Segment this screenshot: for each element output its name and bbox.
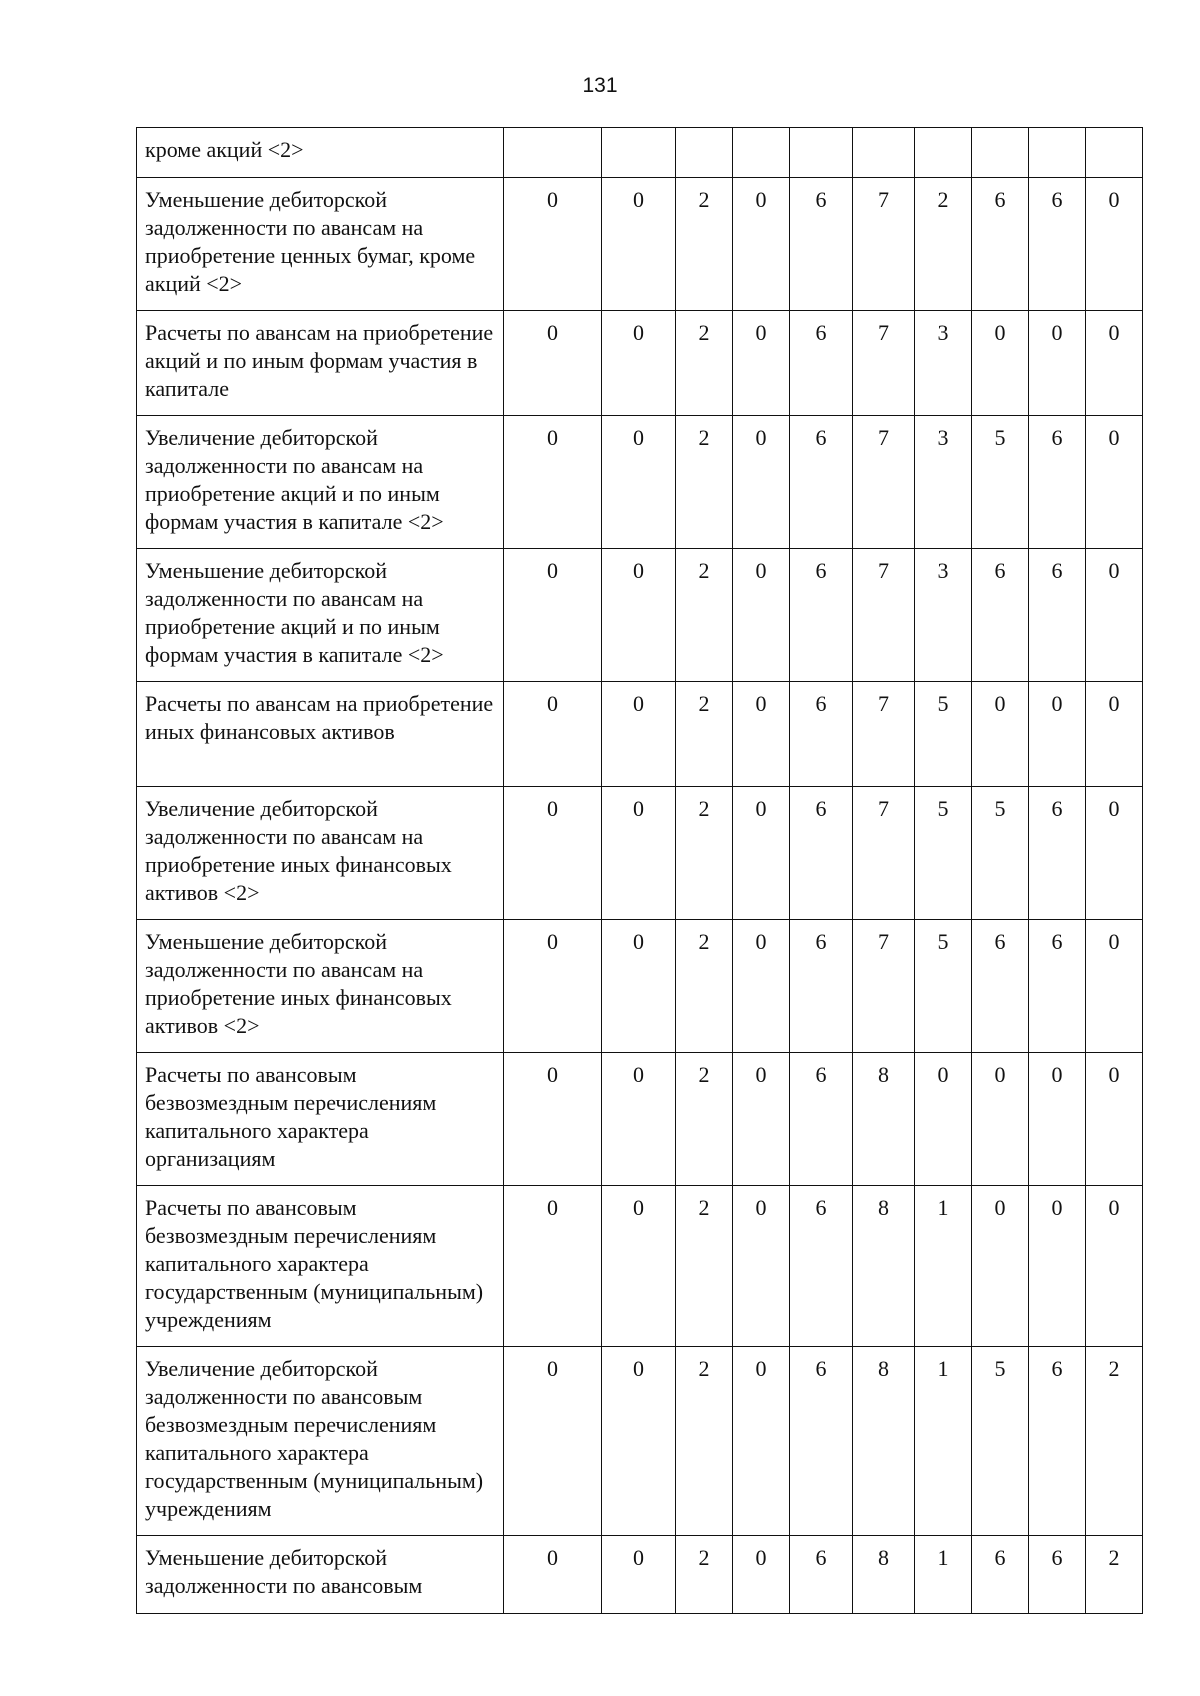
code-digit-cell: 6 bbox=[790, 1536, 853, 1614]
table-row bbox=[137, 1347, 1143, 1536]
code-digit-cell: 0 bbox=[733, 311, 790, 416]
code-digit-cell bbox=[733, 128, 790, 178]
code-digit-cell: 0 bbox=[733, 920, 790, 1053]
code-digit-cell: 2 bbox=[676, 1347, 733, 1536]
account-codes-table bbox=[136, 127, 1143, 1614]
code-digit-cell: 2 bbox=[676, 682, 733, 787]
code-digit-cell: 0 bbox=[733, 682, 790, 787]
code-digit-cell: 6 bbox=[972, 178, 1029, 311]
table-row bbox=[137, 682, 1143, 787]
code-digit-cell: 0 bbox=[972, 682, 1029, 787]
code-digit-cell: 0 bbox=[915, 1053, 972, 1186]
row-label: Уменьшение дебиторской задолженности по авансовым bbox=[137, 1536, 504, 1614]
code-digit-cell: 8 bbox=[853, 1347, 915, 1536]
code-digit-cell: 5 bbox=[972, 416, 1029, 549]
code-digit-cell: 6 bbox=[790, 920, 853, 1053]
code-digit-cell: 0 bbox=[1029, 311, 1086, 416]
code-digit-cell: 0 bbox=[602, 311, 676, 416]
code-digit-cell: 0 bbox=[733, 787, 790, 920]
code-digit-cell: 6 bbox=[1029, 920, 1086, 1053]
code-digit-cell: 6 bbox=[790, 1053, 853, 1186]
code-digit-cell bbox=[676, 128, 733, 178]
code-digit-cell: 0 bbox=[733, 1536, 790, 1614]
code-digit-cell: 7 bbox=[853, 920, 915, 1053]
code-digit-cell: 6 bbox=[790, 787, 853, 920]
code-digit-cell: 5 bbox=[972, 1347, 1029, 1536]
code-digit-cell: 6 bbox=[1029, 1536, 1086, 1614]
row-label: Расчеты по авансовым безвозмездным перечислениям капитального характера государственным (муниципальным) учреждениям bbox=[137, 1186, 504, 1347]
code-digit-cell bbox=[504, 128, 602, 178]
code-digit-cell: 0 bbox=[1086, 920, 1143, 1053]
row-label: Расчеты по авансам на приобретение иных финансовых активов bbox=[137, 682, 504, 787]
code-digit-cell: 0 bbox=[1086, 416, 1143, 549]
code-digit-cell: 2 bbox=[915, 178, 972, 311]
code-digit-cell bbox=[972, 128, 1029, 178]
code-digit-cell: 0 bbox=[733, 1347, 790, 1536]
code-digit-cell: 7 bbox=[853, 178, 915, 311]
code-digit-cell: 0 bbox=[504, 682, 602, 787]
code-digit-cell: 5 bbox=[915, 682, 972, 787]
row-label: Увеличение дебиторской задолженности по авансовым безвозмездным перечислениям капитального характера государственным (муниципальным) учреждениям bbox=[137, 1347, 504, 1536]
table-row bbox=[137, 311, 1143, 416]
row-label: Увеличение дебиторской задолженности по авансам на приобретение акций и по иным формам участия в капитале <2> bbox=[137, 416, 504, 549]
code-digit-cell: 7 bbox=[853, 682, 915, 787]
table-row bbox=[137, 1536, 1143, 1614]
code-digit-cell: 0 bbox=[602, 416, 676, 549]
code-digit-cell: 0 bbox=[733, 416, 790, 549]
row-label: Расчеты по авансовым безвозмездным перечислениям капитального характера организациям bbox=[137, 1053, 504, 1186]
code-digit-cell bbox=[602, 128, 676, 178]
code-digit-cell: 0 bbox=[972, 311, 1029, 416]
code-digit-cell: 0 bbox=[504, 549, 602, 682]
code-digit-cell: 0 bbox=[1086, 1186, 1143, 1347]
code-digit-cell: 0 bbox=[733, 178, 790, 311]
code-digit-cell: 0 bbox=[504, 1347, 602, 1536]
page-number: 131 bbox=[582, 74, 618, 97]
code-digit-cell: 1 bbox=[915, 1347, 972, 1536]
code-digit-cell: 8 bbox=[853, 1053, 915, 1186]
code-digit-cell: 5 bbox=[972, 787, 1029, 920]
code-digit-cell: 2 bbox=[676, 1053, 733, 1186]
code-digit-cell: 7 bbox=[853, 787, 915, 920]
code-digit-cell: 5 bbox=[915, 920, 972, 1053]
code-digit-cell: 0 bbox=[972, 1053, 1029, 1186]
code-digit-cell: 0 bbox=[1086, 787, 1143, 920]
code-digit-cell: 6 bbox=[790, 1347, 853, 1536]
code-digit-cell: 0 bbox=[504, 920, 602, 1053]
code-digit-cell: 0 bbox=[1029, 1186, 1086, 1347]
table-row bbox=[137, 787, 1143, 920]
code-digit-cell: 0 bbox=[504, 1053, 602, 1186]
code-digit-cell: 7 bbox=[853, 549, 915, 682]
code-digit-cell: 6 bbox=[972, 1536, 1029, 1614]
code-digit-cell: 0 bbox=[602, 1186, 676, 1347]
code-digit-cell: 0 bbox=[504, 311, 602, 416]
code-digit-cell: 7 bbox=[853, 311, 915, 416]
code-digit-cell: 8 bbox=[853, 1186, 915, 1347]
code-digit-cell: 0 bbox=[1029, 1053, 1086, 1186]
code-digit-cell: 6 bbox=[1029, 549, 1086, 682]
code-digit-cell: 2 bbox=[676, 416, 733, 549]
row-label: Расчеты по авансам на приобретение акций и по иным формам участия в капитале bbox=[137, 311, 504, 416]
code-digit-cell bbox=[915, 128, 972, 178]
code-digit-cell: 6 bbox=[972, 920, 1029, 1053]
code-digit-cell: 3 bbox=[915, 416, 972, 549]
code-digit-cell: 0 bbox=[1086, 682, 1143, 787]
row-label: Уменьшение дебиторской задолженности по авансам на приобретение ценных бумаг, кроме акций <2> bbox=[137, 178, 504, 311]
code-digit-cell: 0 bbox=[602, 787, 676, 920]
code-digit-cell: 2 bbox=[676, 787, 733, 920]
table-row bbox=[137, 549, 1143, 682]
table-body bbox=[137, 128, 1143, 1614]
code-digit-cell: 0 bbox=[504, 1186, 602, 1347]
code-digit-cell: 0 bbox=[1086, 1053, 1143, 1186]
code-digit-cell bbox=[853, 128, 915, 178]
code-digit-cell: 0 bbox=[504, 787, 602, 920]
code-digit-cell: 6 bbox=[1029, 1347, 1086, 1536]
code-digit-cell: 6 bbox=[1029, 416, 1086, 549]
table-row bbox=[137, 416, 1143, 549]
code-digit-cell: 7 bbox=[853, 416, 915, 549]
code-digit-cell: 0 bbox=[504, 178, 602, 311]
code-digit-cell: 6 bbox=[790, 311, 853, 416]
code-digit-cell bbox=[790, 128, 853, 178]
code-digit-cell: 0 bbox=[602, 549, 676, 682]
table-row bbox=[137, 1053, 1143, 1186]
code-digit-cell: 0 bbox=[733, 1053, 790, 1186]
table-row bbox=[137, 1186, 1143, 1347]
code-digit-cell: 0 bbox=[504, 1536, 602, 1614]
code-digit-cell: 6 bbox=[1029, 787, 1086, 920]
code-digit-cell: 0 bbox=[972, 1186, 1029, 1347]
code-digit-cell: 6 bbox=[790, 416, 853, 549]
code-digit-cell bbox=[1029, 128, 1086, 178]
row-label: Уменьшение дебиторской задолженности по авансам на приобретение иных финансовых активов <2> bbox=[137, 920, 504, 1053]
code-digit-cell bbox=[1086, 128, 1143, 178]
code-digit-cell: 1 bbox=[915, 1186, 972, 1347]
code-digit-cell: 8 bbox=[853, 1536, 915, 1614]
code-digit-cell: 6 bbox=[790, 682, 853, 787]
code-digit-cell: 0 bbox=[602, 682, 676, 787]
table-row bbox=[137, 128, 1143, 178]
code-digit-cell: 0 bbox=[1029, 682, 1086, 787]
code-digit-cell: 0 bbox=[602, 178, 676, 311]
code-digit-cell: 0 bbox=[733, 1186, 790, 1347]
code-digit-cell: 6 bbox=[1029, 178, 1086, 311]
code-digit-cell: 2 bbox=[676, 1186, 733, 1347]
code-digit-cell: 0 bbox=[1086, 549, 1143, 682]
code-digit-cell: 6 bbox=[790, 1186, 853, 1347]
code-digit-cell: 0 bbox=[733, 549, 790, 682]
code-digit-cell: 0 bbox=[602, 1536, 676, 1614]
code-digit-cell: 0 bbox=[1086, 311, 1143, 416]
code-digit-cell: 3 bbox=[915, 549, 972, 682]
row-label: Уменьшение дебиторской задолженности по авансам на приобретение акций и по иным формам участия в капитале <2> bbox=[137, 549, 504, 682]
code-digit-cell: 5 bbox=[915, 787, 972, 920]
code-digit-cell: 0 bbox=[602, 1053, 676, 1186]
table-row bbox=[137, 920, 1143, 1053]
code-digit-cell: 2 bbox=[1086, 1347, 1143, 1536]
code-digit-cell: 0 bbox=[504, 416, 602, 549]
row-label: кроме акций <2> bbox=[137, 128, 504, 178]
code-digit-cell: 6 bbox=[972, 549, 1029, 682]
code-digit-cell: 6 bbox=[790, 549, 853, 682]
row-label: Увеличение дебиторской задолженности по авансам на приобретение иных финансовых активов <2> bbox=[137, 787, 504, 920]
code-digit-cell: 3 bbox=[915, 311, 972, 416]
code-digit-cell: 2 bbox=[676, 311, 733, 416]
code-digit-cell: 2 bbox=[676, 920, 733, 1053]
code-digit-cell: 0 bbox=[602, 1347, 676, 1536]
code-digit-cell: 2 bbox=[676, 1536, 733, 1614]
code-digit-cell: 2 bbox=[676, 178, 733, 311]
code-digit-cell: 6 bbox=[790, 178, 853, 311]
code-digit-cell: 2 bbox=[1086, 1536, 1143, 1614]
code-digit-cell: 0 bbox=[602, 920, 676, 1053]
code-digit-cell: 1 bbox=[915, 1536, 972, 1614]
code-digit-cell: 2 bbox=[676, 549, 733, 682]
table-row bbox=[137, 178, 1143, 311]
code-digit-cell: 0 bbox=[1086, 178, 1143, 311]
